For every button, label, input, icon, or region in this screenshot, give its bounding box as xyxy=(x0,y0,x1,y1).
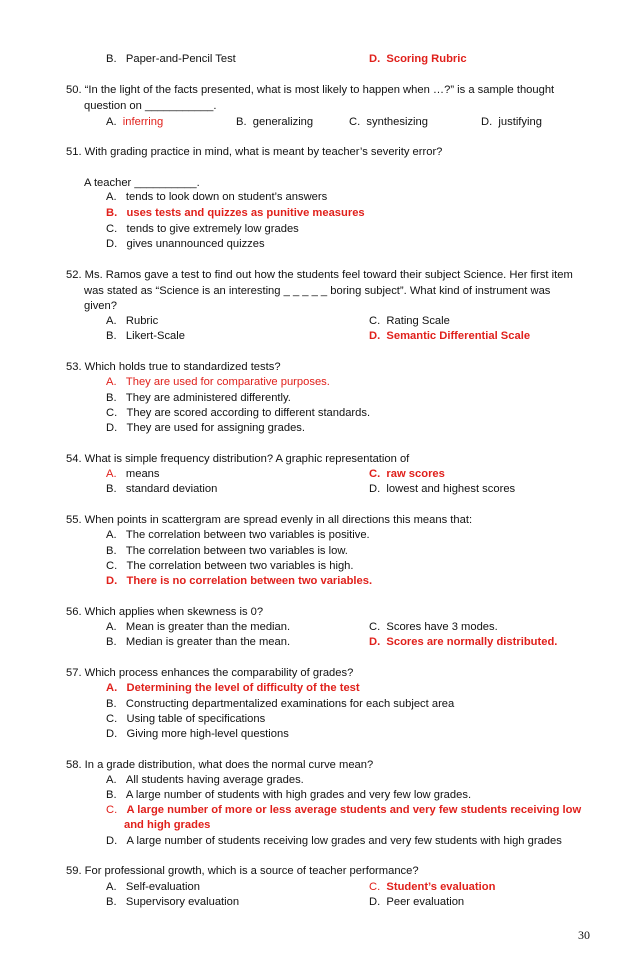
q59-option-a: A. Self-evaluation xyxy=(106,881,200,893)
q53-option-c: C. They are scored according to different standards. xyxy=(106,407,371,419)
q56-option-c: C. Scores have 3 modes. xyxy=(369,621,498,633)
q57-option-a: A. Determining the level of difficulty of the test xyxy=(106,682,360,694)
q50-option-b: B. generalizing xyxy=(236,116,314,128)
q52-option-b: B. Likert-Scale xyxy=(106,330,185,342)
q51-option-c: C. tends to give extremely low grades xyxy=(106,223,299,235)
q52-stem-line1: 52. Ms. Ramos gave a test to find out how the students feel toward their subject Science. Her first item xyxy=(66,269,573,281)
q49-option-d: D. Scoring Rubric xyxy=(369,53,467,65)
q59-option-b: B. Supervisory evaluation xyxy=(106,896,240,908)
q50-option-c: C. synthesizing xyxy=(349,116,428,128)
q52-stem-line2: was stated as “Science is an interesting _ _ _ _ _ boring subject”. What kind of instrument was xyxy=(84,285,551,297)
q51-option-d: D. gives unannounced quizzes xyxy=(106,238,265,250)
q56-option-d: D. Scores are normally distributed. xyxy=(369,636,558,648)
q56-option-b: B. Median is greater than the mean. xyxy=(106,636,291,648)
q56-stem: 56. Which applies when skewness is 0? xyxy=(66,606,264,618)
q55-option-d: D. There is no correlation between two variables. xyxy=(106,575,373,587)
q49-option-b: B. Paper-and-Pencil Test xyxy=(106,53,236,65)
q56-option-a: A. Mean is greater than the median. xyxy=(106,621,291,633)
q50-option-d: D. justifying xyxy=(481,116,542,128)
q52-stem-line3: given? xyxy=(84,300,117,312)
q58-stem: 58. In a grade distribution, what does the normal curve mean? xyxy=(66,759,374,771)
q54-option-d: D. lowest and highest scores xyxy=(369,483,516,495)
page-number: 30 xyxy=(578,928,590,942)
q55-option-c: C. The correlation between two variables is high. xyxy=(106,560,354,572)
q51-option-a: A. tends to look down on student’s answers xyxy=(106,191,328,203)
q58-option-a: A. All students having average grades. xyxy=(106,774,304,786)
q55-option-a: A. The correlation between two variables is positive. xyxy=(106,529,370,541)
q54-option-a: A. means xyxy=(106,468,160,480)
q50-stem-line2: question on ___________. xyxy=(84,100,217,112)
q57-option-b: B. Constructing departmentalized examinations for each subject area xyxy=(106,698,455,710)
q57-stem: 57. Which process enhances the comparability of grades? xyxy=(66,667,354,679)
q50-option-a: A. inferring xyxy=(106,116,164,128)
q57-option-d: D. Giving more high-level questions xyxy=(106,728,289,740)
q51-stem: 51. With grading practice in mind, what is meant by teacher’s severity error? xyxy=(66,146,443,158)
q54-option-c: C. raw scores xyxy=(369,468,445,480)
q58-option-b: B. A large number of students with high grades and very few low grades. xyxy=(106,789,472,801)
q54-option-b: B. standard deviation xyxy=(106,483,218,495)
q58-option-c-cont: and high grades xyxy=(124,819,211,831)
q59-option-c: C. Student’s evaluation xyxy=(369,881,496,893)
q58-option-c: C. A large number of more or less average students and very few students receiving low xyxy=(106,804,582,816)
q52-option-d: D. Semantic Differential Scale xyxy=(369,330,531,342)
q53-option-d: D. They are used for assigning grades. xyxy=(106,422,305,434)
q53-option-a: A. They are used for comparative purposes. xyxy=(106,376,330,388)
q53-option-b: B. They are administered differently. xyxy=(106,392,291,404)
q58-option-d: D. A large number of students receiving low grades and very few students with high grades xyxy=(106,835,562,847)
q51-lead: A teacher __________. xyxy=(84,177,200,189)
q55-option-b: B. The correlation between two variables is low. xyxy=(106,545,348,557)
q59-stem: 59. For professional growth, which is a source of teacher performance? xyxy=(66,865,419,877)
q52-option-c: C. Rating Scale xyxy=(369,315,450,327)
q52-option-a: A. Rubric xyxy=(106,315,159,327)
q57-option-c: C. Using table of specifications xyxy=(106,713,266,725)
q51-option-b: B. uses tests and quizzes as punitive measures xyxy=(106,207,365,219)
q59-option-d: D. Peer evaluation xyxy=(369,896,465,908)
q54-stem: 54. What is simple frequency distribution? A graphic representation of xyxy=(66,453,410,465)
q55-stem: 55. When points in scattergram are spread evenly in all directions this means that: xyxy=(66,514,473,526)
q53-stem: 53. Which holds true to standardized tests? xyxy=(66,361,281,373)
q50-stem-line1: 50. “In the light of the facts presented, what is most likely to happen when …?” is a sample thought xyxy=(66,84,555,96)
